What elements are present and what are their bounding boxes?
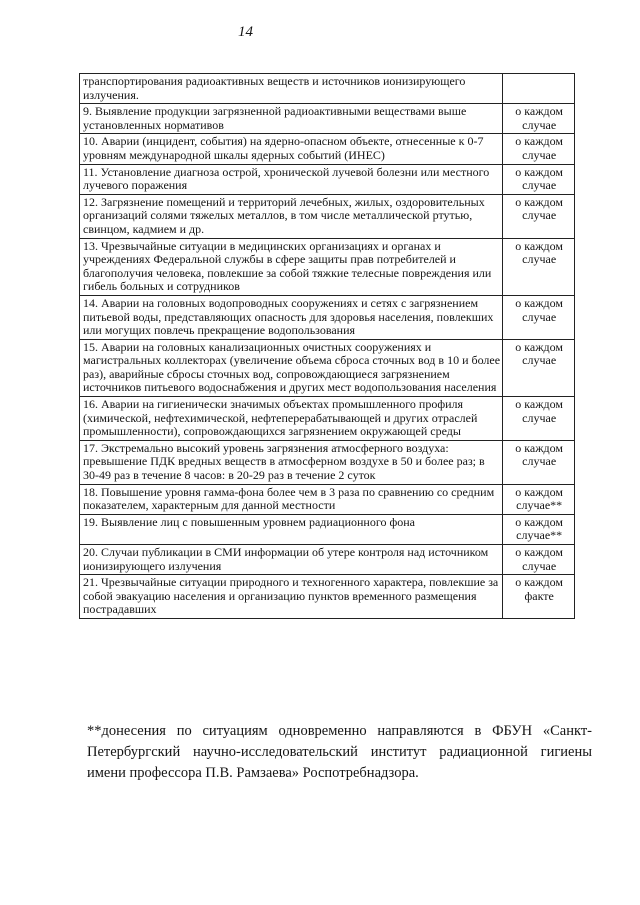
row-frequency: о каждом случае xyxy=(503,238,575,295)
row-description: 19. Выявление лиц с повышенным уровнем радиационного фона xyxy=(80,514,503,544)
row-frequency: о каждом случае xyxy=(503,134,575,164)
row-description: 12. Загрязнение помещений и территорий лечебных, жилых, оздоровительных организаций солями тяжелых металлов, в том числе металлической ртутью, свинцом, кадмием и др. xyxy=(80,194,503,238)
row-frequency: о каждом случае xyxy=(503,339,575,396)
table-row xyxy=(80,238,575,295)
table-row xyxy=(80,104,575,134)
row-description: 11. Установление диагноза острой, хронической лучевой болезни или местного лучевого поражения xyxy=(80,164,503,194)
row-description: 10. Аварии (инцидент, события) на ядерно-опасном объекте, отнесенные к 0-7 уровням международной шкалы ядерных событий (ИНЕС) xyxy=(80,134,503,164)
row-frequency: о каждом случае xyxy=(503,397,575,441)
table-row xyxy=(80,134,575,164)
table-row xyxy=(80,545,575,575)
row-description: 14. Аварии на головных водопроводных сооружениях и сетях с загрязнением питьевой воды, представляющих опасность для здоровья населения, повлекших или могущих повлечь прекращение водопользования xyxy=(80,295,503,339)
row-description: 9. Выявление продукции загрязненной радиоактивными веществами выше установленных нормативов xyxy=(80,104,503,134)
row-frequency: о каждом случае** xyxy=(503,514,575,544)
row-frequency: о каждом факте xyxy=(503,575,575,619)
row-description: 17. Экстремально высокий уровень загрязнения атмосферного воздуха: превышение ПДК вредных веществ в атмосферном воздухе в 50 и более раз; в 30-49 раз в течение 8 часов: в 20-29 раз в течение 2 суток xyxy=(80,440,503,484)
page-number: 14 xyxy=(238,24,253,40)
table-row xyxy=(80,295,575,339)
row-description: 15. Аварии на головных канализационных очистных сооружениях и магистральных коллекторах (увеличение объема сброса сточных вод в 10 и более раз), аварийные сбросы сточных вод, сопровождающиеся загрязнением источников питьевого водоснабжения и других мест водопользования населения xyxy=(80,339,503,396)
table-row xyxy=(80,164,575,194)
row-description: 20. Случаи публикации в СМИ информации об утере контроля над источником ионизирующего излучения xyxy=(80,545,503,575)
table-row xyxy=(80,575,575,619)
row-description: 13. Чрезвычайные ситуации в медицинских организациях и органах и учреждениях Федеральной службы в сфере защиты прав потребителей и благополучия человека, повлекшие за собой тяжкие телесные повреждения или гибель больных и сотрудников xyxy=(80,238,503,295)
table-row xyxy=(80,440,575,484)
table-row xyxy=(80,74,575,104)
table-row xyxy=(80,397,575,441)
footnote: **донесения по ситуациям одновременно направляются в ФБУН «Санкт-Петербургский научно-исследовательский институт радиационной гигиены имени профессора П.В. Рамзаева» Роспотребнадзора. xyxy=(87,722,592,781)
row-frequency: о каждом случае xyxy=(503,194,575,238)
table-row xyxy=(80,484,575,514)
table-row xyxy=(80,339,575,396)
table-row xyxy=(80,194,575,238)
row-frequency: о каждом случае xyxy=(503,164,575,194)
table-row xyxy=(80,514,575,544)
row-description: 21. Чрезвычайные ситуации природного и техногенного характера, повлекшие за собой эвакуацию населения и организацию пунктов временного размещения пострадавших xyxy=(80,575,503,619)
row-description: транспортирования радиоактивных веществ и источников ионизирующего излучения. xyxy=(80,74,503,104)
row-frequency: о каждом случае xyxy=(503,104,575,134)
notification-table xyxy=(79,73,575,619)
row-frequency: о каждом случае** xyxy=(503,484,575,514)
row-description: 18. Повышение уровня гамма-фона более чем в 3 раза по сравнению со средним показателем, характерным для данной местности xyxy=(80,484,503,514)
row-frequency: о каждом случае xyxy=(503,440,575,484)
row-frequency xyxy=(503,74,575,104)
row-description: 16. Аварии на гигиенически значимых объектах промышленного профиля (химической, нефтехимической, нефтеперерабатывающей и других отраслей промышленности), сопровождающихся загрязнением окружающей среды xyxy=(80,397,503,441)
row-frequency: о каждом случае xyxy=(503,295,575,339)
row-frequency: о каждом случае xyxy=(503,545,575,575)
